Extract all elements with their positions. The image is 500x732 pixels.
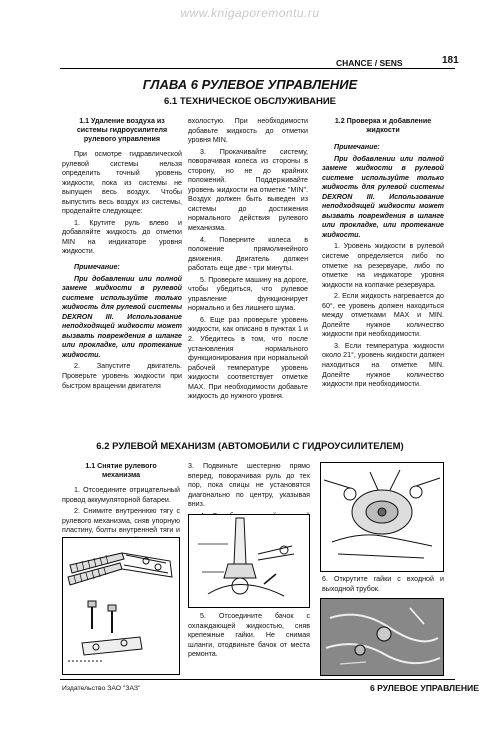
paragraph: 5. Отсоедините бачок с охлаждающей жидкостью, сняв крепежные гайки. Не снимая шланги, отодвиньте бачок от места ремонта. — [188, 612, 310, 659]
paragraph: 4. Поверните колеса в положение прямолинейного движения. Двигатель должен работать еще две - три минуты. — [188, 235, 308, 273]
figure-tie-rod — [62, 537, 180, 675]
running-head: CHANCE / SENS — [336, 58, 403, 68]
paragraph: 1. Уровень жидкости в рулевой системе определяется либо по отметке на резервуаре, либо по отметке на индикаторе уровня жидкости на колпачке резервуара. — [322, 242, 444, 289]
chapter-title: ГЛАВА 6 РУЛЕВОЕ УПРАВЛЕНИЕ — [142, 77, 358, 92]
column-1 — [62, 117, 182, 393]
caption-step-6: 6. Открутите гайки с входной и выходной трубок. — [322, 575, 444, 593]
figure-suspension — [320, 462, 444, 572]
footer-chapter: 6 РУЛЕВОЕ УПРАВЛЕНИЕ — [370, 683, 479, 693]
paragraph: 1. Отсоедините отрицательный провод аккумуляторной батареи. — [62, 486, 180, 504]
steering-column-illustration — [188, 514, 310, 608]
paragraph: вхолостую. При необходимости добавьте жидкость до отметки уровня MIN. — [188, 117, 308, 145]
subsection-heading — [62, 462, 180, 480]
figure-pipes — [320, 598, 444, 676]
figure-steering-column — [188, 514, 310, 608]
note-title: Примечание: — [334, 143, 380, 151]
heading-line: 1.2 Проверка и добавление — [334, 117, 432, 125]
paragraph: 3. Подвиньте шестерню прямо вперед, поворачивая руль до тех пор, пока спицы не установятся диагонально по центру, указывая вниз. — [188, 462, 310, 509]
heading-line: жидкости — [366, 126, 400, 134]
suspension-illustration — [320, 462, 444, 572]
paragraph: 6. Еще раз проверьте уровень жидкости, как описано в пунктах 1 и 2. Убедитесь в том, что после установления нормального функционирования при нормальной рабочей температуре уровень жидкости соответствует отметке MAX. При необходимости добавьте жидкость до нужного уровня. — [188, 315, 308, 401]
footer-rule — [60, 679, 455, 680]
section-title: 6.2 РУЛЕВОЙ МЕХАНИЗМ (АВТОМОБИЛИ С ГИДРОУСИЛИТЕЛЕМ) — [96, 441, 404, 452]
note-body: При добавлении или полной замене жидкости в рулевой системе используйте только жидкость для рулевой системы DEXRON III. Использование неподходящей жидкости может вызвать повреждения в шланге или прокладке, или протекание жидкости. — [322, 154, 444, 239]
page-number: 181 — [442, 55, 459, 66]
paragraph: При осмотре гидравлической рулевой системы нельзя определить точный уровень жидкости, пока из системы не выпущен весь воздух. Чтобы выпустить весь воздух из системы, проделайте следующее: — [62, 150, 182, 216]
column-2 — [188, 117, 308, 404]
section-title: 6.1 ТЕХНИЧЕСКОЕ ОБСЛУЖИВАНИЕ — [163, 96, 337, 107]
note-body: При добавлении или полной замене жидкости в рулевой системе используйте только жидкость для рулевой системы DEXRON III. Использование неподходящей жидкости может вызвать повреждения в шланге или прокладке, или протекание жидкости. — [62, 274, 182, 359]
heading-line: механизма — [101, 471, 141, 479]
heading-line: 1.1 Снятие рулевого — [85, 462, 157, 470]
caption-step-5 — [188, 612, 310, 662]
heading-line: системы гидроусилителя — [76, 126, 168, 134]
column-3 — [322, 117, 444, 392]
paragraph: 2. Снимите внутреннюю тягу с рулевого механизма, сняв упорную пластину, болты внутренней тяги и — [62, 507, 180, 535]
note-title: Примечание: — [74, 263, 120, 272]
footer-publisher: Издательство ЗАО "ЗАЗ" — [62, 685, 141, 692]
paragraph: 3. Если температура жидкости около 21°, уровень жидкости должен находиться на отметке MIN. Долейте нужное количество жидкости при необходимости. — [322, 341, 444, 389]
paragraph: 5. Проверьте машину на дороге, чтобы убедиться, что рулевое управление функционирует нормально и без лишнего шума. — [188, 275, 308, 313]
paragraph: 2. Если жидкость нагревается до 60°, ее уровень должен находиться между отметками MAX и MIN. Долейте нужное количество жидкости при необходимости. — [322, 292, 444, 339]
header-rule — [60, 68, 455, 69]
paragraph: 1. Крутите руль влево и добавляйте жидкость до отметки MIN на индикаторе уровня жидкости. — [62, 218, 182, 256]
paragraph: 3. Прокачивайте систему, поворачивая колеса из стороны в сторону, но не до крайних положений. Поддерживайте уровень жидкости на отметке "MIN". Воздух должен быть выведен из системы до достижения нормального действия рулевого механизма. — [188, 147, 308, 233]
pipes-illustration — [320, 598, 444, 676]
watermark: www.knigaporemontu.ru — [180, 6, 320, 20]
subsection-heading — [62, 117, 182, 144]
tie-rod-illustration — [62, 537, 180, 675]
paragraph: 2. Запустите двигатель. Проверьте уровень жидкости при быстром вращении двигателя — [62, 362, 182, 390]
subsection-heading — [322, 117, 444, 135]
heading-line: 1.1 Удаление воздуха из — [79, 117, 165, 125]
heading-line: рулевого управления — [83, 135, 161, 143]
